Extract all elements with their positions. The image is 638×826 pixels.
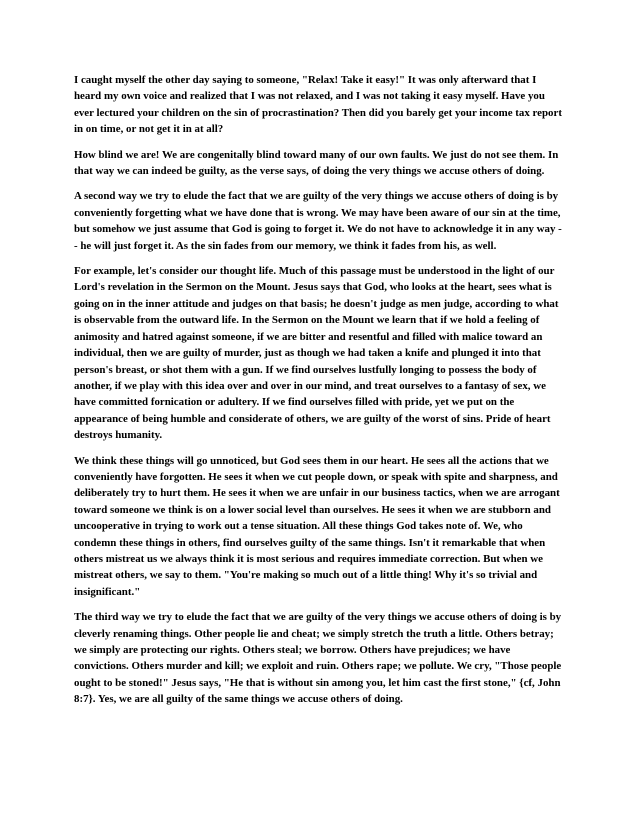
paragraph-1: I caught myself the other day saying to someone, "Relax! Take it easy!" It was only afterward that I heard my own voice and realized that I was not relaxed, and I was not taking it easy myself. Have you ever lectured your children on the sin of procrastination? Then did you barely get your income tax report in on time, or not get it in at all? [74, 74, 562, 136]
paragraph-6: The third way we try to elude the fact that we are guilty of the very things we accuse others of doing is by cleverly renaming things. Other people lie and cheat; we simply stretch the truth a little. Others betray; we simply are protecting our rights. Others steal; we borrow. Others have prejudices; we have convictions. Others murder and kill; we exploit and ruin. Others rape; we pollute. We cry, "Those people ought to be stoned!" Jesus says, "He that is without sin among you, let him cast the first stone," {cf, John 8:7}. Yes, we are all guilty of the same things we accuse others of doing. [74, 611, 562, 706]
document-page [74, 72, 564, 708]
paragraph-2: How blind we are! We are congenitally blind toward many of our own faults. We just do not see them. In that way we can indeed be guilty, as the verse says, of doing the very things we accuse others of doing. [74, 148, 559, 178]
paragraph-4: For example, let's consider our thought life. Much of this passage must be understood in the light of our Lord's revelation in the Sermon on the Mount. Jesus says that God, who looks at the heart, sees what is going on in the inner attitude and judges on that basis; he doesn't judge as men judge, according to what is observable from the outward life. In the Sermon on the Mount we learn that if we hold a feeling of animosity and hatred against someone, if we are bitter and resentful and filled with malice toward an individual, then we are guilty of murder, just as though we had taken a knife and plunged it into that person's breast, or shot them with a gun. If we find ourselves lustfully longing to possess the body of another, if we play with this idea over and over in our mind, and treat ourselves to a fantasy of sex, we have committed fornication or adultery. If we find ourselves filled with pride, yet we put on the appearance of being humble and considerate of others, we are guilty of the worst of sins. Pride of heart destroys humanity. [74, 265, 559, 442]
paragraph-3: A second way we try to elude the fact that we are guilty of the very things we accuse others of doing is by conveniently forgetting what we have done that is wrong. We may have been aware of our sin at the time, but somehow we just assume that God is going to forget it. We do not have to acknowledge it in any way -- he will just forget it. As the sin fades from our memory, we think it fades from his, as well. [74, 190, 562, 252]
paragraph-5: We think these things will go unnoticed, but God sees them in our heart. He sees all the actions that we conveniently have forgotten. He sees it when we cut people down, or speak with spite and sharpness, and deliberately try to hurt them. He sees it when we are unfair in our business tactics, when we are arrogant toward someone we think is on a lower social level than ourselves. He sees it when we are stubborn and uncooperative in trying to work out a tense situation. All these things God takes note of. We, who condemn these things in others, find ourselves guilty of the same things. Isn't it remarkable that when others mistreat us we always think it is most serious and requires immediate correction. But when we mistreat others, we say to them. "You're making so much out of a little thing! Why it's so trivial and insignificant." [74, 454, 560, 598]
